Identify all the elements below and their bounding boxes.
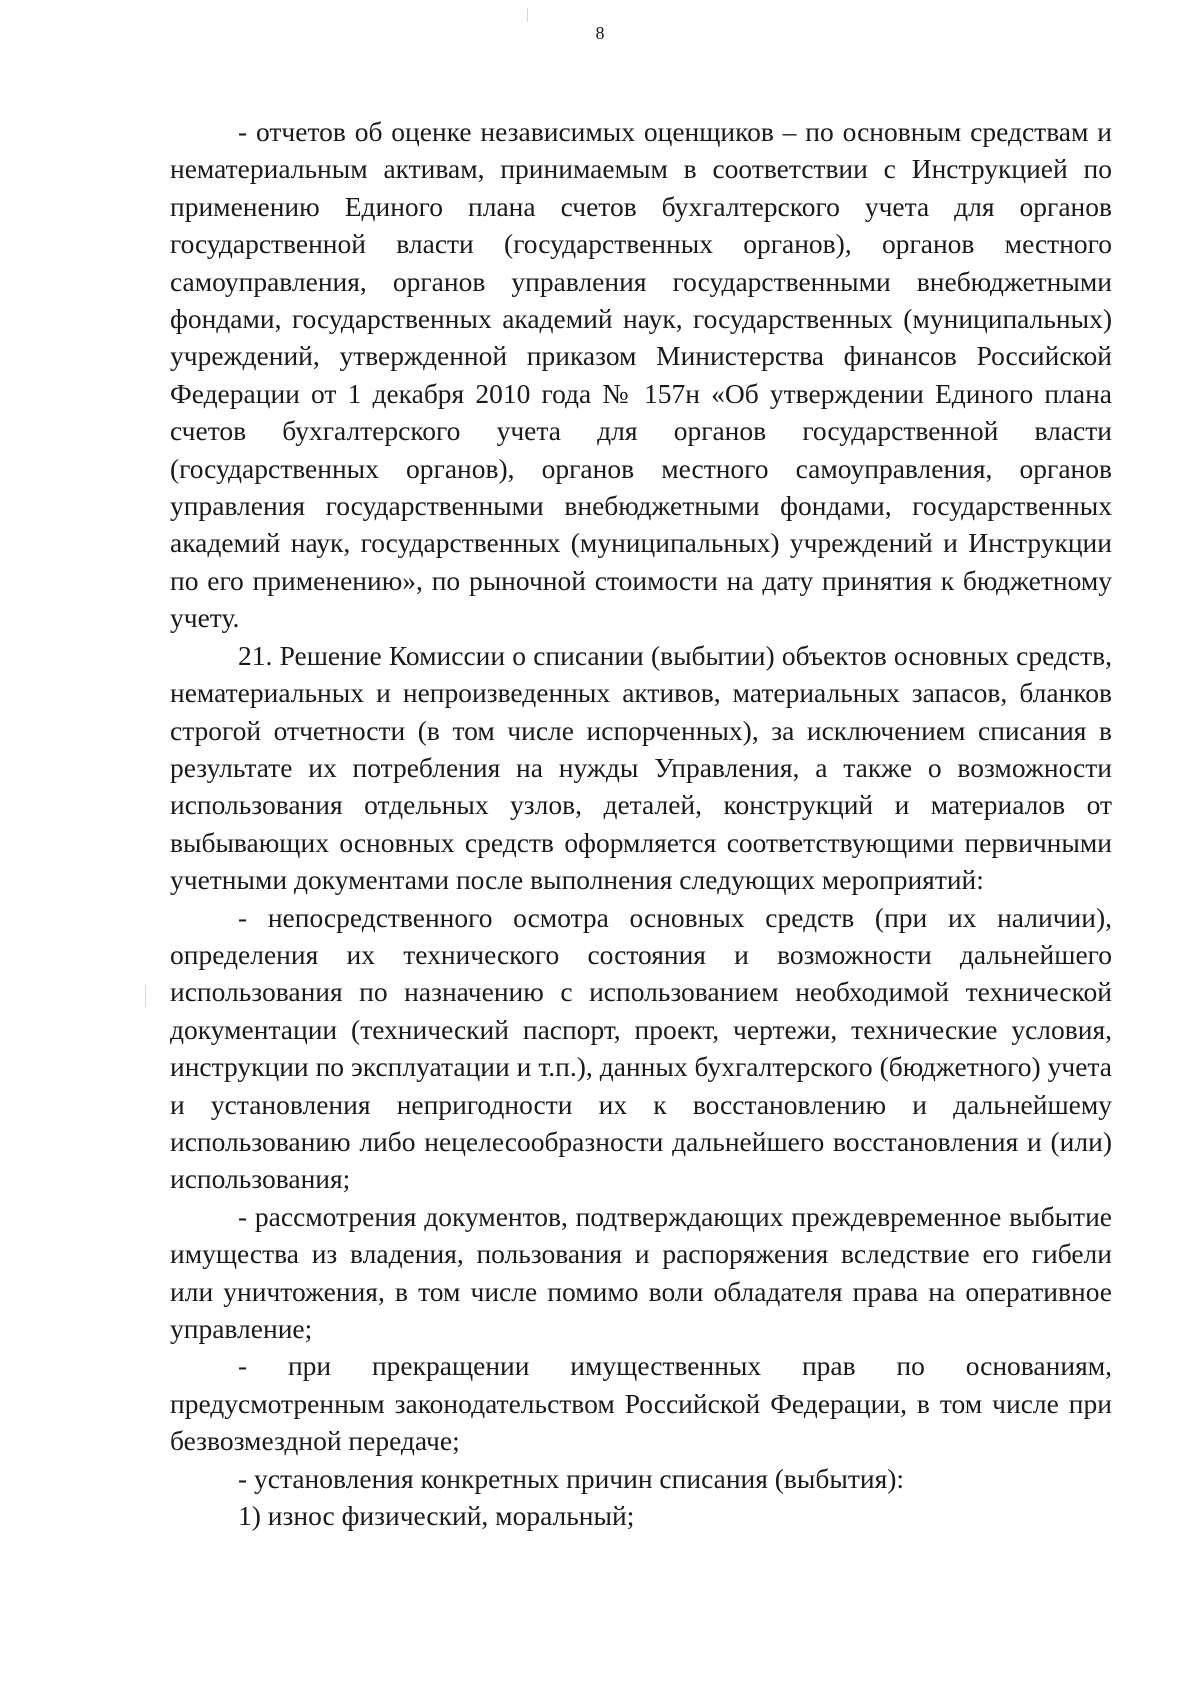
paragraph-rights-termination: - при прекращении имущественных прав по основаниям, предусмотренным законодательством Российской Федерации, в том числе при безвозмездной передаче; [170, 1350, 1112, 1457]
paragraph-write-off-reasons: - установления конкретных причин списания (выбытия): [238, 1462, 905, 1494]
paragraph-document-review: - рассмотрения документов, подтверждающих преждевременное выбытие имущества из владения, пользования и распоряжения вследствие его гибели или уничтожения, в том числе помимо воли обладателя права на оперативное управление; [170, 1200, 1112, 1344]
paragraph-reason-1: 1) износ физический, моральный; [238, 1500, 635, 1532]
paragraph-inspection: - непосредственного осмотра основных средств (при их наличии), определения их технического состояния и возможности дальнейшего использования по назначению с использованием необходимой технической документации (технический паспорт, проект, чертежи, технические условия, инструкции по эксплуатации и т.п.), данных бухгалтерского (бюджетного) учета и установления непригодности их к восстановлению и дальнейшему использованию либо нецелесообразности дальнейшего восстановления и (или) использования; [170, 901, 1112, 1195]
page-number: 8 [595, 23, 605, 43]
scan-artifact-left [145, 985, 146, 1007]
scan-artifact-top [527, 8, 528, 22]
paragraph-item-21: 21. Решение Комиссии о списании (выбытии) объектов основных средств, нематериальных и непроизведенных активов, материальных запасов, бланков строгой отчетности (в том числе испорченных), за исключением списания в результате их потребления на нужды Управления, а также о возможности использования отдельных узлов, деталей, конструкций и материалов от выбывающих основных средств оформляется соответствующими первичными учетными документами после выполнения следующих мероприятий: [170, 639, 1112, 896]
paragraph-independent-appraisers: - отчетов об оценке независимых оценщиков – по основным средствам и нематериальным активам, принимаемым в соответствии с Инструкцией по применению Единого плана счетов бухгалтерского учета для органов государственной власти (государственных органов), органов местного самоуправления, органов управления государственными внебюджетными фондами, государственных академий наук, государственных (муниципальных) учреждений, утвержденной приказом Министерства финансов Российской Федерации от 1 декабря 2010 года № 157н «Об утверждении Единого плана счетов бухгалтерского учета для органов государственной власти (государственных органов), органов местного самоуправления, органов управления государственными внебюджетными фондами, государственных академий наук, государственных (муниципальных) учреждений и Инструкции по его применению», по рыночной стоимости на дату принятия к бюджетному учету. [170, 116, 1112, 634]
document-body [170, 113, 1112, 1534]
